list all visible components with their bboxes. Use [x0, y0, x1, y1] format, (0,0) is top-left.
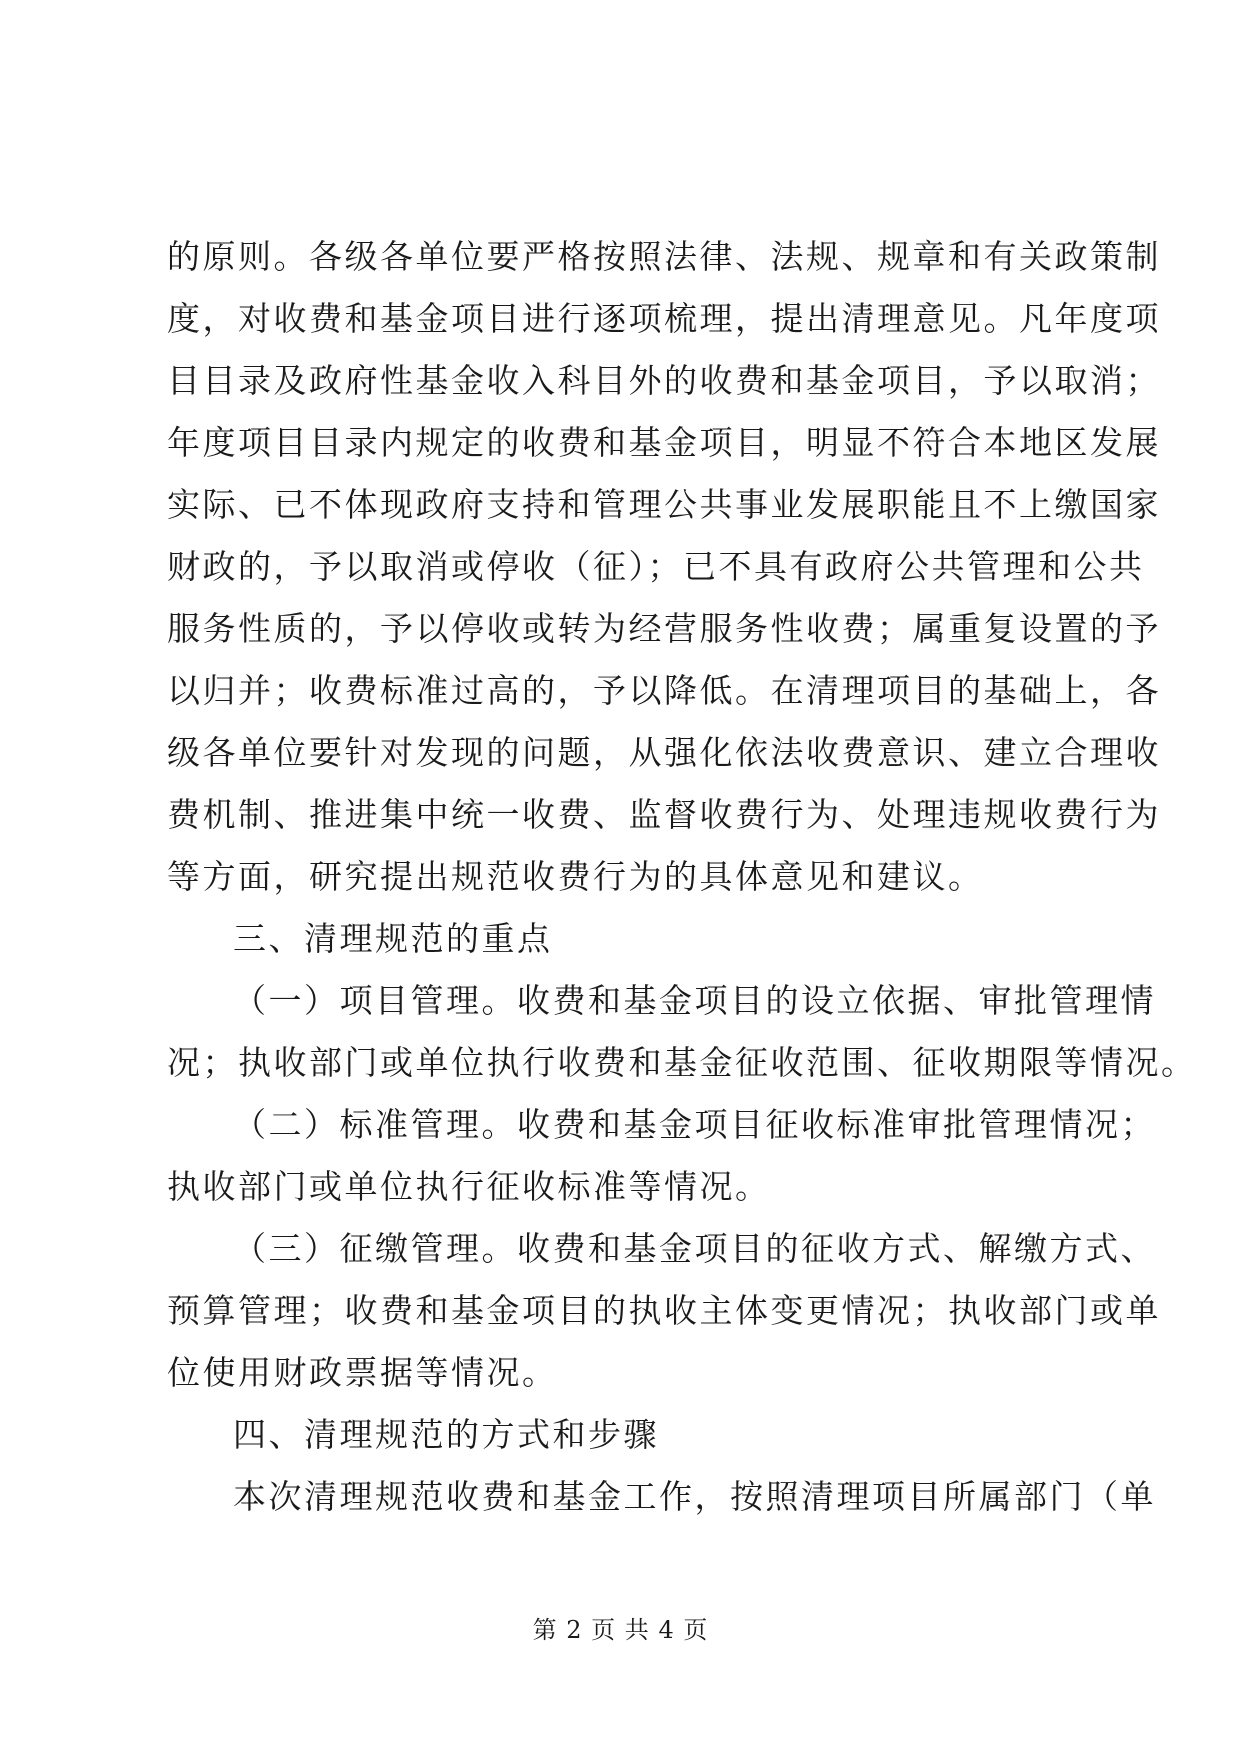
text-line: 级各单位要针对发现的问题，从强化依法收费意识、建立合理收 — [167, 733, 1161, 772]
text-line: 执收部门或单位执行征收标准等情况。 — [167, 1167, 771, 1206]
document-body — [167, 226, 1197, 1528]
text-line: 年度项目目录内规定的收费和基金项目，明显不符合本地区发展 — [167, 423, 1161, 462]
text-line: （三）征缴管理。收费和基金项目的征收方式、解缴方式、 — [233, 1229, 1156, 1268]
text-line: （一）项目管理。收费和基金项目的设立依据、审批管理情 — [233, 981, 1156, 1020]
section-heading: 三、清理规范的重点 — [233, 919, 553, 958]
text-line: 目目录及政府性基金收入科目外的收费和基金项目，予以取消； — [167, 361, 1161, 400]
text-line: 财政的，予以取消或停收（征）；已不具有政府公共管理和公共 — [167, 547, 1145, 586]
text-line: 的原则。各级各单位要严格按照法律、法规、规章和有关政策制 — [167, 237, 1161, 276]
text-line: 以归并；收费标准过高的，予以降低。在清理项目的基础上，各 — [167, 671, 1161, 710]
text-line: 预算管理；收费和基金项目的执收主体变更情况；执收部门或单 — [167, 1291, 1161, 1330]
text-line: 本次清理规范收费和基金工作，按照清理项目所属部门（单 — [233, 1477, 1156, 1516]
text-line: 位使用财政票据等情况。 — [167, 1353, 558, 1392]
section-heading: 四、清理规范的方式和步骤 — [233, 1415, 659, 1454]
text-line: 费机制、推进集中统一收费、监督收费行为、处理违规收费行为 — [167, 795, 1161, 834]
text-line: 等方面，研究提出规范收费行为的具体意见和建议。 — [167, 857, 984, 896]
text-line: 服务性质的，予以停收或转为经营服务性收费；属重复设置的予 — [167, 609, 1161, 648]
text-line: 实际、已不体现政府支持和管理公共事业发展职能且不上缴国家 — [167, 485, 1161, 524]
text-line: 况；执收部门或单位执行收费和基金征收范围、征收期限等情况。 — [167, 1043, 1197, 1082]
page-number: 第 2 页 共 4 页 — [532, 1616, 709, 1644]
text-line: （二）标准管理。收费和基金项目征收标准审批管理情况； — [233, 1105, 1156, 1144]
text-line: 度，对收费和基金项目进行逐项梳理，提出清理意见。凡年度项 — [167, 299, 1161, 338]
